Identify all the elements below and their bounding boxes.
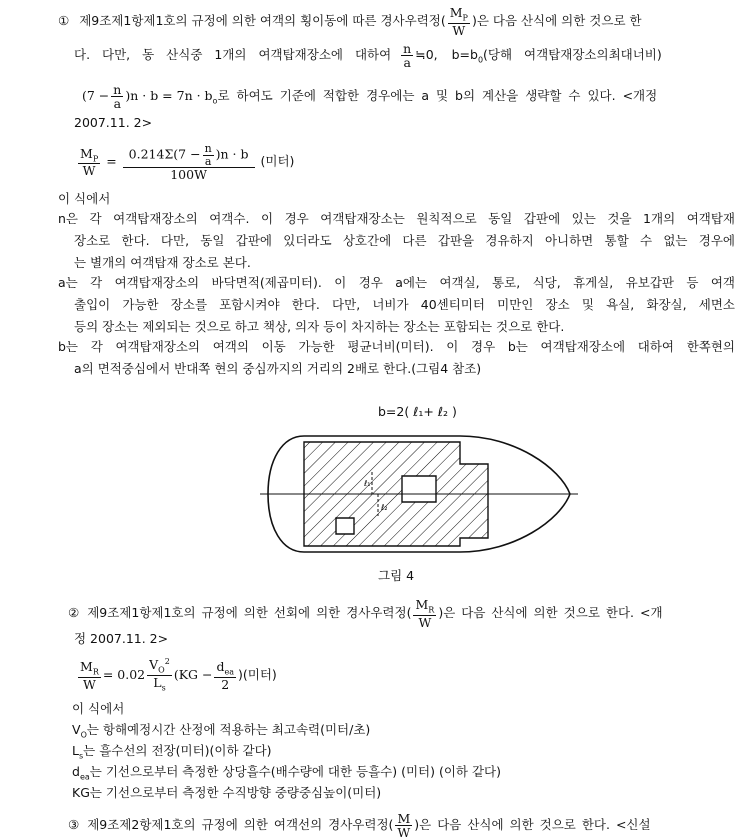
figure-caption: 그림 4 xyxy=(378,568,415,583)
n-over-a-fraction: $\frac{n}{a}$ xyxy=(403,41,412,71)
formula2-v-over-l: $\frac{V_O^2}{L_s}$ xyxy=(149,657,170,693)
formula2: $\frac{M_R}{W}$ = 0.02 $\frac{V_O^2}{L_s}$ (KG − $\frac{d_{ea}}{2}$ )(미터) xyxy=(80,657,277,693)
n-over-a-fraction-2: $\frac{n}{a}$ xyxy=(113,82,122,112)
para3-number: ③ xyxy=(68,817,80,833)
def-a-line1: a는 각 여객탑재장소의 바닥면적(제곱미터). 이 경우 a에는 여객실, 통로, 식당, 휴게실, 유보갑판 등 여객 xyxy=(58,275,735,290)
def-a-line3: 등의 장소는 제외되는 것으로 하고 책상, 의자 등이 차지하는 장소는 포함되는 것으로 한다. xyxy=(74,319,565,334)
formula1-rhs: 0.214Σ(7 − $\frac{n}{a}$ )n · b 100W xyxy=(123,143,255,181)
def-dea: $d_{ea}$는 기선으로부터 측정한 상당흘수(배수량에 대한 등흘수) (미터) (이하 같다) xyxy=(72,764,501,782)
formula2-lhs: $\frac{M_R}{W}$ xyxy=(80,658,99,692)
para1-line1 xyxy=(58,6,733,37)
def-a-line2: 출입이 가능한 장소를 포함시켜야 한다. 다만, 너비가 40센티미터 미만인 장소 및 욕실, 화장실, 세면소 xyxy=(74,297,735,312)
para1-text-post: )은 다음 산식에 의한 것으로 한 xyxy=(471,13,642,29)
para1-line2: 다. 다만, 동 산식중 1개의 여객탑재장소에 대하여 $\frac{n}{a}$ ≒0, $b=b_0$(당해 여객탑재장소의최대너비) xyxy=(74,41,662,71)
para1-number: ① xyxy=(58,13,70,29)
def-n-line1: n은 각 여객탑재장소의 여객수. 이 경우 여객탑재장소는 원칙적으로 동일 갑판에 있는 것을 1개의 여객탑재 xyxy=(58,211,735,226)
para3-line1: ③ 제9조제2항제1호의 규정에 의한 여객선의 경사우력정( $\frac{M}{W}$ )은 다음 산식에 의한 것으로 한다. <신설 xyxy=(68,811,651,840)
def-b-line2: a의 면적중심에서 반대쪽 현의 중심까지의 거리의 2배로 한다.(그림4 참조) xyxy=(74,361,482,376)
def-kg: KG는 기선으로부터 측정한 수직방향 중량중심높이(미터) xyxy=(72,785,382,800)
def-b-line1: b는 각 여객탑재장소의 여객의 이동 가능한 평균너비(미터). 이 경우 b는 여객탑재장소에 대하여 한쪽현의 xyxy=(58,339,735,354)
para2-number: ② xyxy=(68,605,80,621)
mr-over-w-fraction: $\frac{M_R}{W}$ xyxy=(415,597,435,630)
para2-line2: 정 2007.11. 2> xyxy=(74,631,169,646)
label-l1: ℓ₁ xyxy=(364,479,371,488)
para1-line3: (7 − $\frac{n}{a}$ )$n \cdot b = 7n \cdot b_o$로 하여도 기준에 적합한 경우에는 a 및 b의 계산을 생략할 수 있다. <개정 xyxy=(82,82,658,112)
defs2-intro: 이 식에서 xyxy=(72,701,125,716)
formula1: $\frac{M_P}{W}$ = 0.214Σ(7 − $\frac{n}{a}$ )n · b 100W (미터) xyxy=(80,142,295,183)
para1-line4: 2007.11. 2> xyxy=(74,115,153,130)
defs1-intro: 이 식에서 xyxy=(58,191,111,206)
para2-line1: ② 제9조제1항제1호의 규정에 의한 선회에 의한 경사우력정( $\frac{M_R}{W}$ )은 다음 산식에 의한 것으로 한다. <개 xyxy=(68,597,663,630)
def-ls: $L_s$는 흘수선의 전장(미터)(이하 같다) xyxy=(72,743,272,761)
label-l2: ℓ₂ xyxy=(381,503,388,512)
formula2-d-over-2: $\frac{d_{ea}}{2}$ xyxy=(216,658,234,692)
formula1-lhs: $\frac{M_P}{W}$ xyxy=(80,145,99,179)
figure-formula: b=2( ℓ₁+ ℓ₂ ) xyxy=(378,404,457,419)
def-n-line2: 장소로 한다. 다만, 동일 갑판에 있더라도 상호간에 다른 갑판을 경유하지 아니하면 통할 수 없는 경우에 xyxy=(74,233,735,248)
def-vo: $V_O$는 항해예정시간 산정에 적용하는 최고속력(미터/초) xyxy=(72,722,371,740)
mp-over-w-fraction: $\frac{M_P}{W}$ xyxy=(449,5,468,38)
def-n-line3: 는 별개의 여객탑재 장소로 본다. xyxy=(74,255,251,270)
m-over-w-fraction: $\frac{M}{W}$ xyxy=(397,811,411,840)
figure-4-diagram xyxy=(260,428,580,568)
para1-text-pre: 제9조제1항제1호의 규정에 의한 여객의 횡이동에 따른 경사우력정( xyxy=(79,13,446,29)
